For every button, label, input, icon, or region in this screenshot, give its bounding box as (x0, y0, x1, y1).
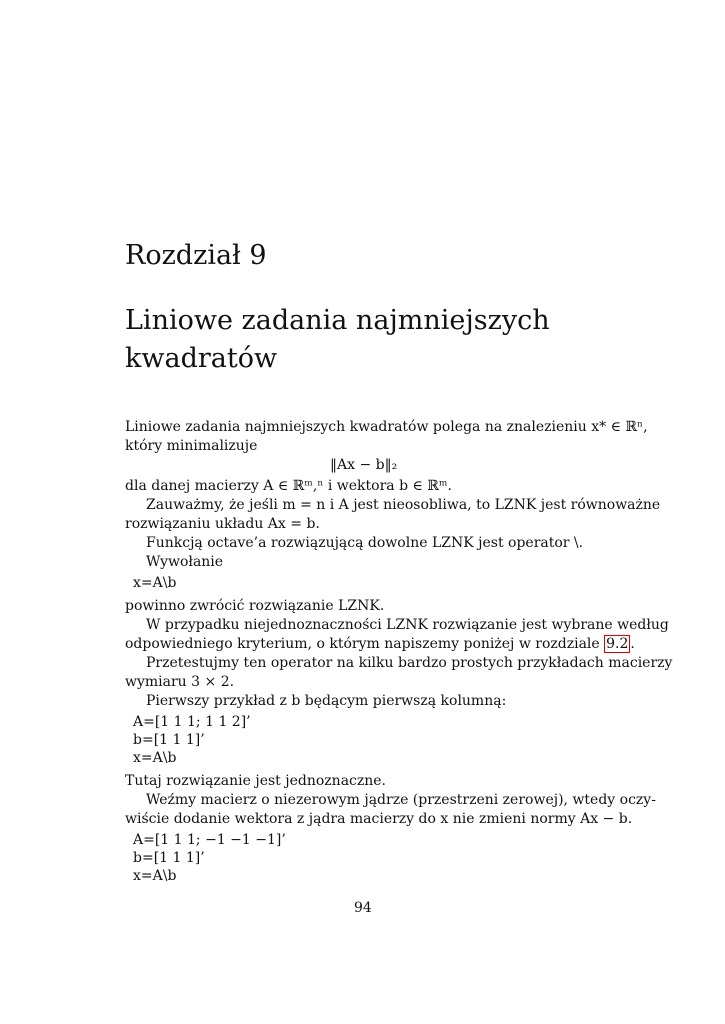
chapter-title (125, 302, 550, 378)
paragraph-remark-line-1: Zauważmy, że jeśli m = n i A jest nieosobliwa, to LZNK jest równoważne (146, 497, 661, 513)
code-block-1: x=A\b (133, 575, 177, 591)
paragraph-ambiguity-line-2 (125, 635, 635, 654)
paragraph-remark-line-2: rozwiązaniu układu Ax = b. (125, 516, 320, 532)
equation-norm: ‖Ax − b‖₂ (330, 457, 398, 473)
page-number: 94 (354, 900, 372, 916)
paragraph-kernel-line-1: Weźmy macierz o niezerowym jądrze (przestrzeni zerowej), wtedy oczy- (146, 792, 656, 808)
paragraph-ambiguity-text: odpowiedniego kryterium, o którym napiszemy poniżej w rozdziale (125, 636, 605, 652)
code-block-2 (133, 713, 251, 767)
paragraph-first-example: Pierwszy przykład z b będącym pierwszą kolumną: (146, 693, 507, 709)
paragraph-ambiguity-line-1: W przypadku niejednoznaczności LZNK rozwiązanie jest wybrane według (146, 617, 669, 633)
paragraph-intro-line-1: Liniowe zadania najmniejszych kwadratów polega na znalezieniu x* ∈ ℝⁿ, (125, 419, 648, 435)
paragraph-kernel-line-2: wiście dodanie wektora z jądra macierzy do x nie zmieni normy Ax − b. (125, 811, 633, 827)
code-line: x=A\b (133, 868, 177, 884)
code-line: x=A\b (133, 750, 177, 766)
code-block-3 (133, 831, 286, 885)
chapter-title-line-2: kwadratów (125, 343, 278, 374)
code-line: A=[1 1 1; −1 −1 −1]’ (133, 832, 286, 848)
paragraph-intro-line-2: który minimalizuje (125, 438, 258, 454)
paragraph-result: powinno zwrócić rozwiązanie LZNK. (125, 598, 385, 614)
paragraph-operator: Funkcją octave’a rozwiązującą dowolne LZNK jest operator \. (146, 535, 584, 551)
paragraph-test-line-2: wymiaru 3 × 2. (125, 674, 235, 690)
chapter-title-line-1: Liniowe zadania najmniejszych (125, 305, 550, 336)
code-line: A=[1 1 1; 1 1 2]’ (133, 714, 251, 730)
paragraph-definition: dla danej macierzy A ∈ ℝᵐ,ⁿ i wektora b ∈ ℝᵐ. (125, 478, 452, 494)
chapter-heading: Rozdział 9 (125, 240, 267, 271)
code-line: b=[1 1 1]’ (133, 850, 205, 866)
paragraph-test-line-1: Przetestujmy ten operator na kilku bardzo prostych przykładach macierzy (146, 655, 673, 671)
section-link[interactable]: 9.2 (606, 636, 629, 652)
paragraph-call: Wywołanie (146, 554, 224, 570)
paragraph-unique: Tutaj rozwiązanie jest jednoznaczne. (125, 773, 387, 789)
paragraph-ambiguity-end: . (630, 636, 635, 652)
code-line: b=[1 1 1]’ (133, 732, 205, 748)
